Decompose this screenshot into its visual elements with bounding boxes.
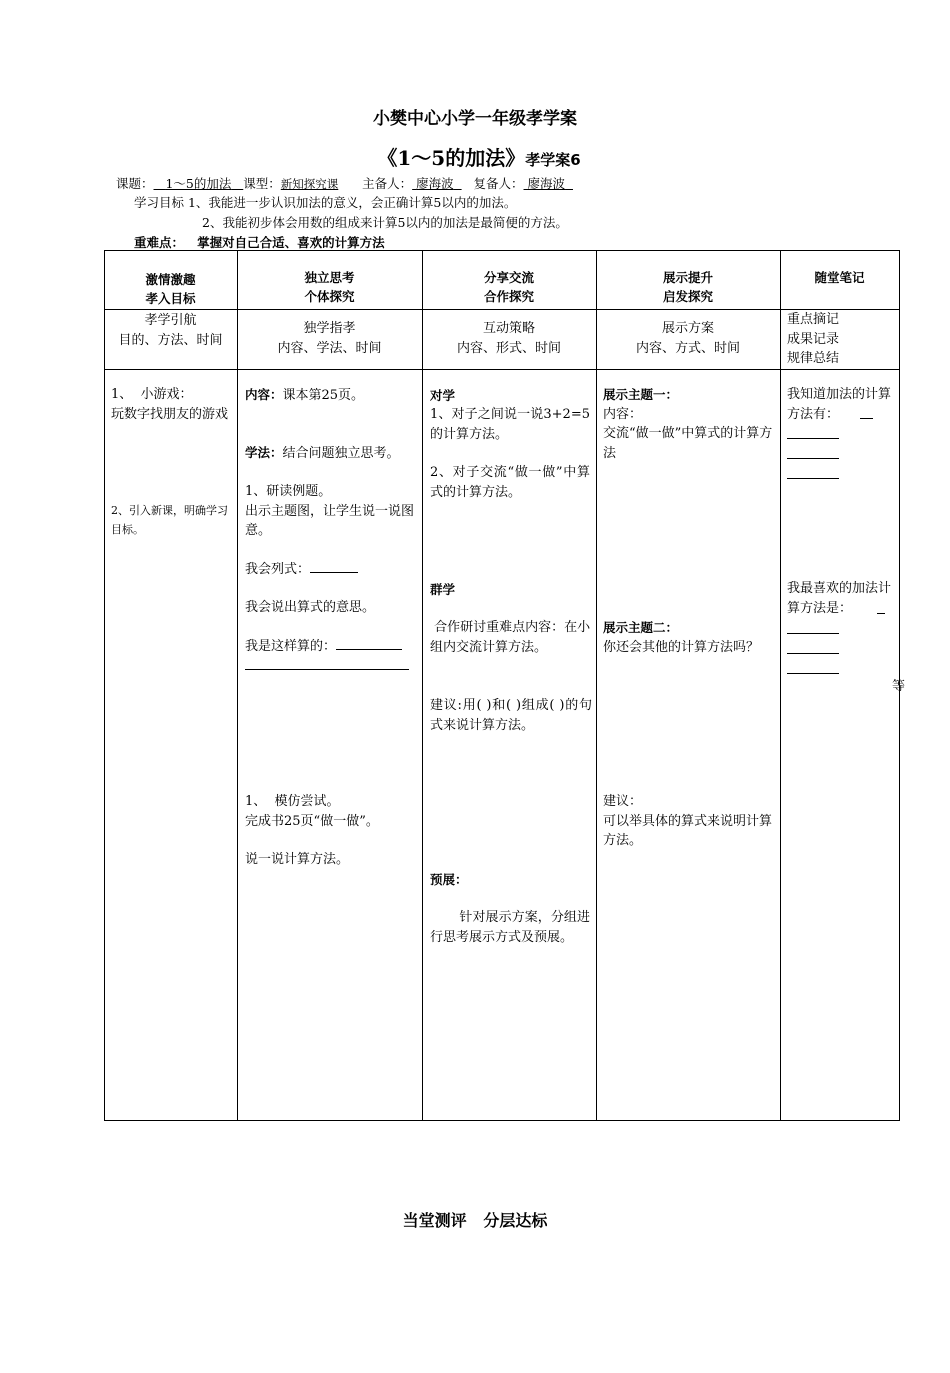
subheader-col-3: 互动策略 内容、形式、时间 (456, 321, 561, 356)
col2-content: 内容：课本第25页。 (245, 387, 365, 403)
col4-theme1: 展示主题一： 内容： 交流“做一做”中算式的计算方法 (603, 387, 773, 461)
goal-2: 2、我能初步体会用数的组成来计算5以内的加法是最简便的方法。 (202, 215, 568, 230)
main-prep-value: 廖海波 (416, 176, 454, 191)
school-title: 小樊中心小学一年级孝学案 (373, 109, 577, 129)
col3-pair-2: 2、对子交流“做一做”中算式的计算方法。 (430, 465, 590, 500)
lesson-title-main: 《1～5的加法》 (377, 146, 526, 170)
col2-method: 学法：结合问题独立思考。 (245, 445, 400, 461)
col3-pair-label: 对学 (430, 388, 456, 403)
header-col-2: 独立思考 个体探究 (304, 270, 355, 304)
footer-title: 当堂测评 分层达标 (402, 1211, 548, 1230)
col2-meaning: 我会说出算式的意思。 (245, 600, 376, 615)
col2-imitate: 1、 模仿尝试。 完成书25页“做一做”。 (245, 794, 379, 829)
col2-say: 说一说计算方法。 (245, 852, 350, 867)
co-prep-label: 复备人： (473, 176, 524, 191)
col3-pair-1: 1、对子之间说一说3+2=5的计算方法。 (430, 407, 590, 442)
lesson-title-sub: 孝学案6 (525, 151, 581, 169)
meta-line (116, 174, 573, 192)
topic-value: 1～5的加法 (165, 176, 232, 191)
col2-calc: 我是这样算的： (245, 637, 417, 676)
col3-group-label: 群学 (430, 582, 456, 597)
col3-suggest: 建议:用( )和( )组成( )的句式来说计算方法。 (430, 698, 592, 733)
col1-item1: 1、 小游戏： 玩数字找朋友的游戏 (111, 387, 229, 422)
type-label: 课型： (243, 176, 281, 191)
col3-group-body: 合作研讨重难点内容：在小组内交流计算方法。 (430, 620, 591, 655)
header-col-4: 展示提升 启发探究 (662, 270, 713, 304)
col3-preview-label: 预展： (430, 872, 468, 887)
main-prep-label: 主备人： (362, 176, 413, 191)
col4-theme2: 展示主题二： 你还会其他的计算方法吗？ (603, 620, 760, 655)
subheader-col-2: 独学指孝 内容、学法、时间 (277, 321, 382, 356)
col5-note-2: 我最喜欢的加法计算方法是： (787, 581, 892, 616)
key-label: 重难点： (134, 235, 185, 250)
key-value: 掌握对自己合适、喜欢的计算方法 (197, 235, 385, 250)
col2-formula: 我会列式： (245, 560, 417, 580)
col5-etc: 等 (892, 679, 906, 694)
type-value: 新知探究课 (280, 177, 339, 191)
header-col-5: 随堂笔记 (814, 270, 865, 285)
col1-item2: 2、引入新课，明确学习目标。 (111, 504, 228, 536)
subheader-col-4: 展示方案 内容、方式、时间 (635, 321, 740, 356)
subheader-col-1: 孝学引航 目的、方法、时间 (118, 313, 223, 348)
topic-label: 课题： (116, 176, 154, 191)
col2-step1: 1、研读例题。 出示主题图，让学生说一说图意。 (245, 484, 415, 538)
goal-1: 学习目标 1、我能进一步认识加法的意义，会正确计算5以内的加法。 (134, 195, 517, 210)
header-col-3: 分享交流 合作探究 (483, 270, 534, 304)
col5-note-1: 我知道加法的计算方法有： (787, 387, 892, 422)
lesson-title (0, 142, 950, 171)
subheader-col-5: 重点摘记 成果记录 规律总结 (787, 312, 840, 366)
co-prep-value: 廖海波 (527, 176, 566, 191)
col3-preview-body: 针对展示方案，分组进行思考展示方式及预展。 (430, 910, 590, 945)
key-points (134, 233, 385, 251)
col4-suggest: 建议： 可以举具体的算式来说明计算方法。 (603, 794, 773, 848)
header-col-1: 激情激趣 孝入目标 (145, 272, 196, 306)
